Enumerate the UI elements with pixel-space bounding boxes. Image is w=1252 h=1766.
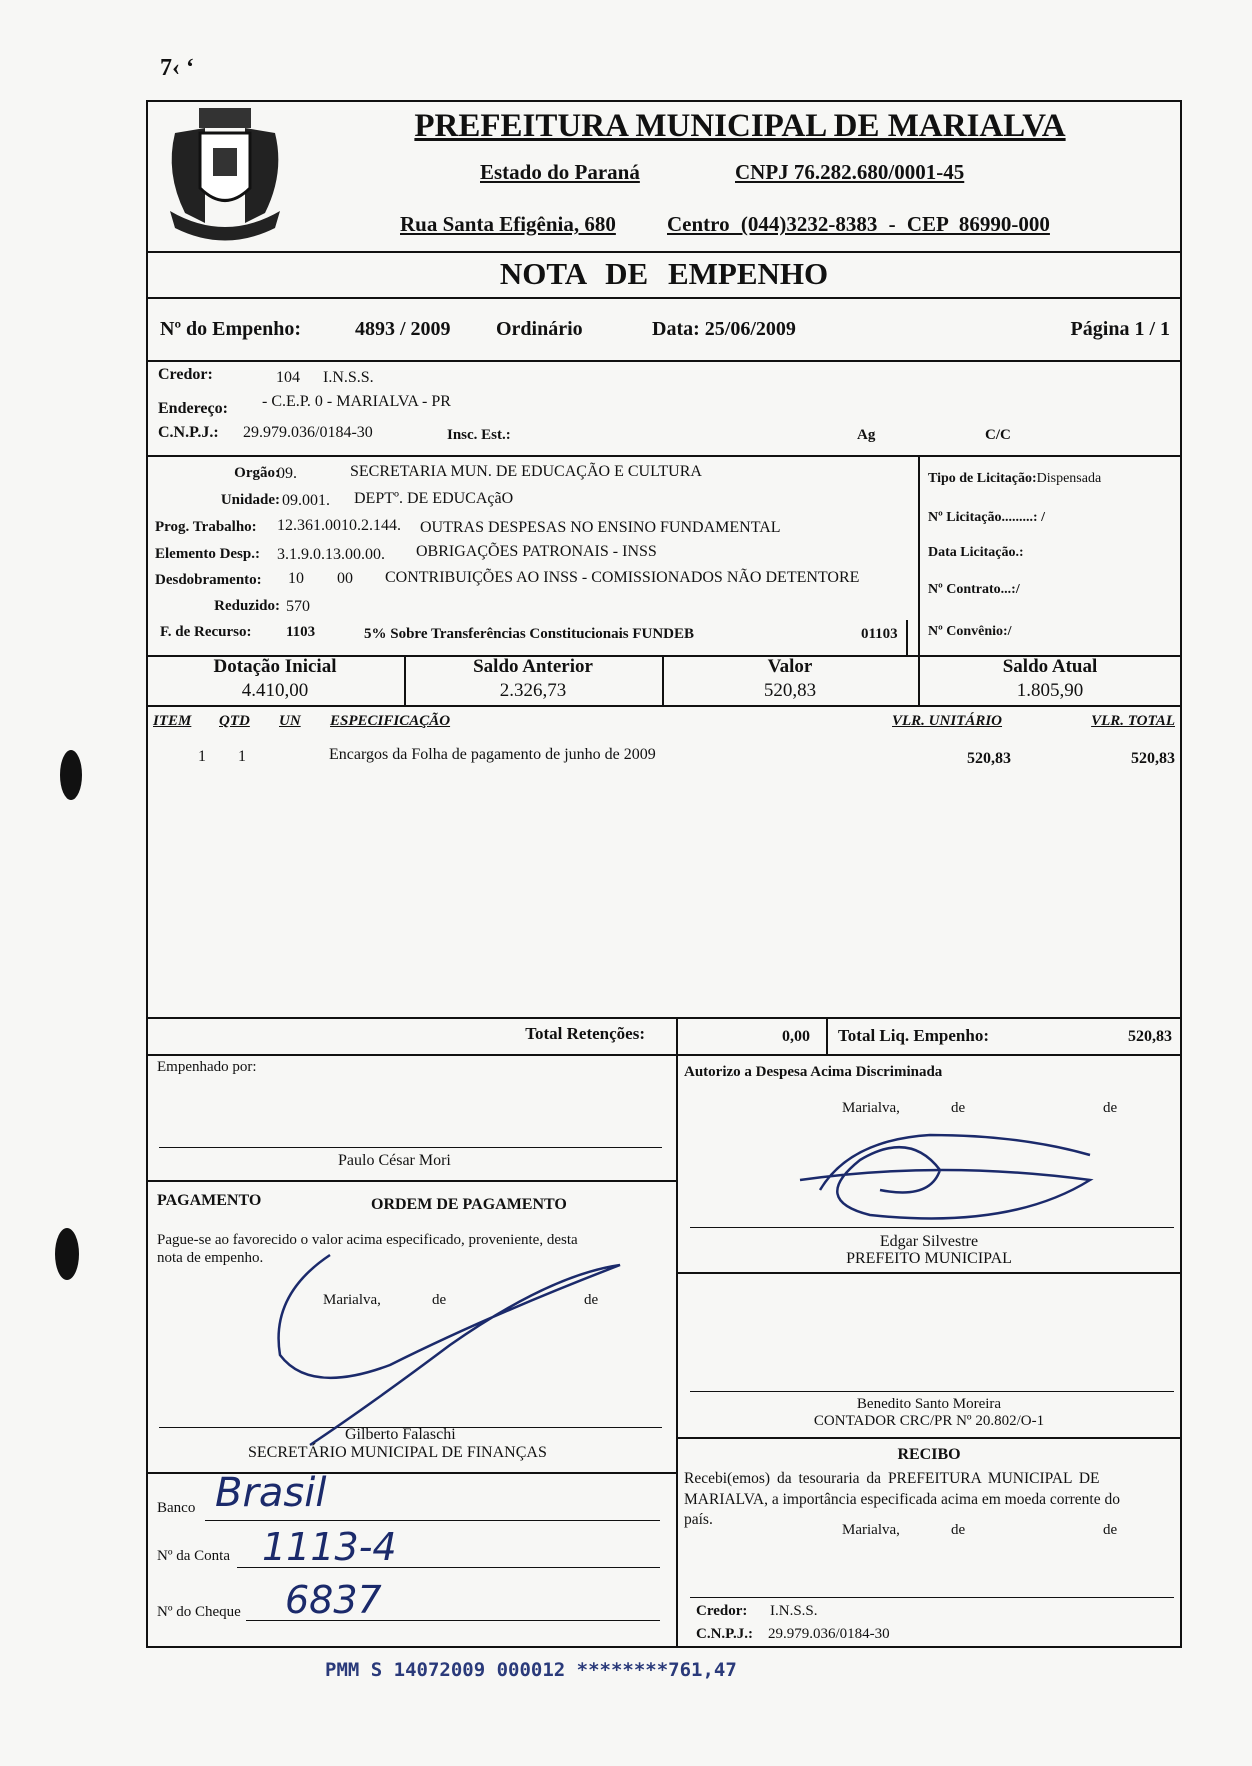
unidade-code: 09.001. bbox=[282, 492, 330, 509]
orgao-label: Orgão: bbox=[234, 465, 280, 481]
orgao-code: 09. bbox=[277, 465, 297, 482]
row-qtd: 1 bbox=[238, 748, 246, 765]
conta-value: 1113-4 bbox=[262, 1525, 397, 1569]
corner-mark: 7‹ ʻ bbox=[160, 55, 194, 81]
licitacao-tipo: Tipo de Licitação:Dispensada bbox=[928, 471, 1102, 486]
prog-code: 12.361.0010.2.144. bbox=[277, 517, 401, 534]
elem: OBRIGAÇÕES PATRONAIS - INSS bbox=[416, 543, 657, 560]
col-vlr-total: VLR. TOTAL bbox=[1091, 713, 1175, 729]
col-vlr-unitario: VLR. UNITÁRIO bbox=[892, 713, 1003, 729]
saldo-anterior-value: 2.326,73 bbox=[499, 680, 567, 701]
col-un: UN bbox=[279, 713, 301, 729]
cheque-label: Nº do Cheque bbox=[157, 1604, 241, 1620]
empenho-page: Página 1 / 1 bbox=[1070, 318, 1170, 340]
row-vlr-total: 520,83 bbox=[1131, 750, 1175, 767]
autorizo-de1: de bbox=[951, 1100, 966, 1116]
credor-name: I.N.S.S. bbox=[323, 369, 374, 386]
banco-label: Banco bbox=[157, 1500, 196, 1516]
contador-name: Benedito Santo Moreira bbox=[856, 1396, 1002, 1412]
pagamento-text2: nota de empenho. bbox=[157, 1250, 264, 1266]
fonte-label: F. de Recurso: bbox=[160, 624, 252, 640]
empenho-date: Data: 25/06/2009 bbox=[652, 318, 796, 340]
recibo-credor-label: Credor: bbox=[696, 1603, 748, 1619]
punch-hole-top bbox=[60, 750, 82, 800]
elem-code: 3.1.9.0.13.00.00. bbox=[277, 546, 385, 563]
reduz-label: Reduzido: bbox=[214, 598, 280, 614]
total-liq-label: Total Liq. Empenho: bbox=[838, 1026, 989, 1045]
empenho-label: Nº do Empenho: bbox=[160, 318, 302, 340]
recibo-credor: I.N.S.S. bbox=[770, 1603, 818, 1619]
header-state: Estado do Paraná bbox=[480, 160, 640, 184]
header-address-rest: Centro (044)3232-8383 - CEP 86990-000 bbox=[667, 212, 1050, 236]
col-qtd: QTD bbox=[219, 713, 250, 729]
licitacao-num: Nº Licitação.........: / bbox=[928, 510, 1045, 525]
valor-label: Valor bbox=[767, 656, 813, 677]
recibo-text3: país. bbox=[684, 1511, 713, 1528]
autorizo-city: Marialva, bbox=[842, 1100, 900, 1116]
recibo-city: Marialva, bbox=[842, 1522, 900, 1538]
doc-title: NOTA DE EMPENHO bbox=[499, 256, 829, 291]
saldo-atual-value: 1.805,90 bbox=[1016, 680, 1084, 701]
banco-value: Brasil bbox=[215, 1470, 327, 1516]
recibo-cnpj-label: C.N.P.J.: bbox=[696, 1626, 753, 1642]
punch-hole-bottom bbox=[55, 1228, 79, 1280]
ag-label: Ag bbox=[857, 427, 876, 443]
row-item: 1 bbox=[198, 748, 206, 765]
credor-code: 104 bbox=[276, 369, 300, 386]
unidade: DEPTº. DE EDUCAçãO bbox=[354, 490, 514, 507]
row-vlr-unitario: 520,83 bbox=[967, 750, 1011, 767]
prefeito-role: PREFEITO MUNICIPAL bbox=[846, 1250, 1012, 1267]
cheque-value: 6837 bbox=[285, 1578, 382, 1622]
prog-label: Prog. Trabalho: bbox=[155, 519, 257, 535]
endereco: - C.E.P. 0 - MARIALVA - PR bbox=[262, 393, 451, 410]
total-retencoes-label: Total Retenções: bbox=[525, 1024, 645, 1043]
header-title: PREFEITURA MUNICIPAL DE MARIALVA bbox=[414, 108, 1066, 144]
conta-label: Nº da Conta bbox=[157, 1548, 230, 1564]
recibo-cnpj: 29.979.036/0184-30 bbox=[768, 1626, 890, 1642]
recibo-text2: MARIALVA, a importância especificada acima em moeda corrente do bbox=[684, 1491, 1120, 1508]
prog: OUTRAS DESPESAS NO ENSINO FUNDAMENTAL bbox=[420, 519, 781, 536]
header-address: Rua Santa Efigênia, 680 bbox=[400, 212, 616, 236]
footer-stamp: PMM S 14072009 000012 ********761,47 bbox=[325, 1659, 737, 1681]
cnpj-label: C.N.P.J.: bbox=[158, 424, 219, 441]
secretario-role: SECRETÁRIO MUNICIPAL DE FINANÇAS bbox=[248, 1444, 547, 1461]
recibo-de2: de bbox=[1103, 1522, 1118, 1538]
row-especificacao: Encargos da Folha de pagamento de junho de 2009 bbox=[329, 746, 656, 763]
licitacao-data: Data Licitação.: bbox=[928, 545, 1024, 560]
pagamento-city: Marialva, bbox=[323, 1292, 381, 1308]
ordem-pagamento-label: ORDEM DE PAGAMENTO bbox=[371, 1196, 567, 1213]
elem-label: Elemento Desp.: bbox=[155, 546, 260, 562]
pagamento-de1: de bbox=[432, 1292, 447, 1308]
saldo-anterior-label: Saldo Anterior bbox=[473, 656, 593, 677]
pagamento-text1: Pague-se ao favorecido o valor acima especificado, proveniente, desta bbox=[157, 1232, 578, 1248]
recibo-label: RECIBO bbox=[897, 1446, 961, 1463]
total-liq-value: 520,83 bbox=[1128, 1028, 1172, 1045]
desd-a: 10 bbox=[288, 570, 304, 587]
saldo-atual-label: Saldo Atual bbox=[1002, 656, 1098, 677]
pagamento-label: PAGAMENTO bbox=[157, 1192, 262, 1209]
licitacao-convenio: Nº Convênio:/ bbox=[928, 624, 1012, 639]
desd-b: 00 bbox=[337, 570, 353, 587]
col-item: ITEM bbox=[153, 713, 192, 729]
licitacao-contrato: Nº Contrato...:/ bbox=[928, 582, 1020, 597]
credor-label: Credor: bbox=[158, 366, 213, 383]
credor-cnpj: 29.979.036/0184-30 bbox=[243, 424, 373, 441]
valor-value: 520,83 bbox=[763, 680, 817, 701]
empenhado-label: Empenhado por: bbox=[157, 1059, 257, 1075]
fonte: 5% Sobre Transferências Constitucionais FUNDEB bbox=[364, 626, 695, 642]
coat-of-arms-icon bbox=[155, 103, 295, 243]
contador-role: CONTADOR CRC/PR Nº 20.802/O-1 bbox=[813, 1413, 1045, 1429]
dotacao-value: 4.410,00 bbox=[241, 680, 309, 701]
autorizo-label: Autorizo a Despesa Acima Discriminada bbox=[684, 1064, 943, 1080]
empenhado-name: Paulo César Mori bbox=[338, 1152, 451, 1169]
orgao: SECRETARIA MUN. DE EDUCAÇÃO E CULTURA bbox=[350, 463, 702, 480]
col-especificacao: ESPECIFICAÇÃO bbox=[330, 713, 451, 729]
prefeito-name: Edgar Silvestre bbox=[879, 1233, 979, 1250]
fonte-ref: 01103 bbox=[861, 626, 898, 642]
insc-label: Insc. Est.: bbox=[447, 427, 511, 443]
autorizo-de2: de bbox=[1103, 1100, 1118, 1116]
unidade-label: Unidade: bbox=[220, 492, 280, 508]
dotacao-label: Dotação Inicial bbox=[213, 656, 337, 677]
cc-label: C/C bbox=[985, 427, 1011, 443]
fonte-code: 1103 bbox=[286, 624, 316, 640]
desd-label: Desdobramento: bbox=[155, 572, 262, 588]
empenho-type: Ordinário bbox=[496, 318, 583, 340]
recibo-text1: Recebi(emos) da tesouraria da PREFEITURA MUNICIPAL DE bbox=[684, 1470, 1100, 1487]
reduz: 570 bbox=[286, 598, 310, 615]
recibo-de1: de bbox=[951, 1522, 966, 1538]
header-cnpj: CNPJ 76.282.680/0001-45 bbox=[735, 160, 965, 184]
desd: CONTRIBUIÇÕES AO INSS - COMISSIONADOS NÃO DETENTORE bbox=[385, 569, 860, 586]
prefeito-signature-icon bbox=[790, 1120, 1100, 1235]
empenho-number: 4893 / 2009 bbox=[355, 318, 451, 340]
secretario-signature-icon bbox=[250, 1235, 630, 1455]
pagamento-de2: de bbox=[584, 1292, 599, 1308]
total-retencoes-value: 0,00 bbox=[782, 1028, 810, 1045]
secretario-name: Gilberto Falaschi bbox=[345, 1426, 456, 1443]
endereco-label: Endereço: bbox=[158, 400, 228, 417]
